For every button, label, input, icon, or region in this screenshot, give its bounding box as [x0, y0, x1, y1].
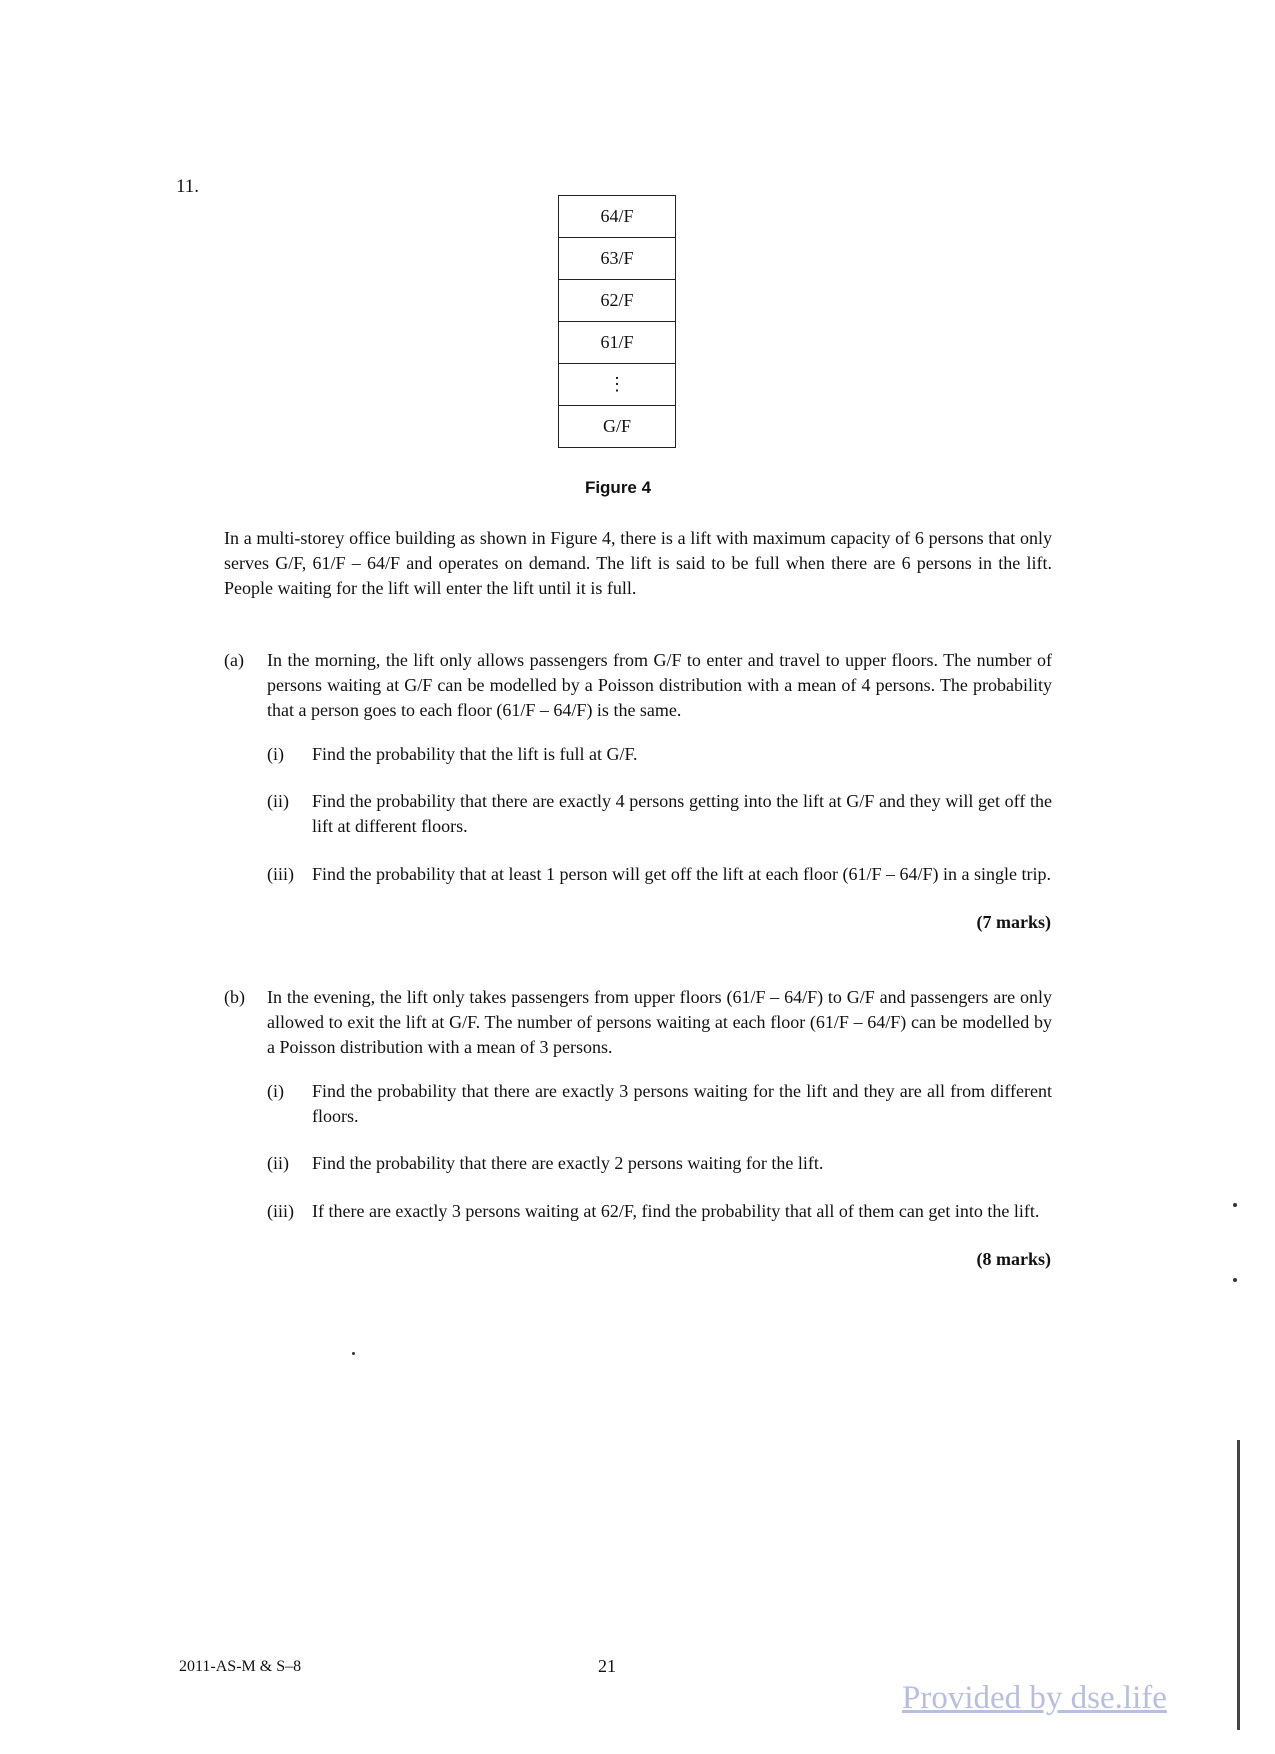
- part-b-ii-text: Find the probability that there are exactly 2 persons waiting for the lift.: [312, 1153, 824, 1173]
- part-b-text: In the evening, the lift only takes passengers from upper floors (61/F – 64/F) to G/F and passengers are only allowed to exit the lift at G/F. The number of persons waiting at each floor (61/F – 64/F) can be modelled by a Poisson distribution with a mean of 3 persons.: [267, 987, 1052, 1057]
- scan-speck: [352, 1352, 355, 1355]
- scan-speck: [1233, 1203, 1237, 1207]
- part-a-i-text: Find the probability that the lift is full at G/F.: [312, 744, 638, 764]
- page-number: 21: [598, 1656, 616, 1676]
- part-a-text: In the morning, the lift only allows passengers from G/F to enter and travel to upper floors. The number of persons waiting at G/F can be modelled by a Poisson distribution with a mean of 4 persons. The probability that a person goes to each floor (61/F – 64/F) is the same.: [267, 650, 1052, 720]
- floor-gf: G/F: [558, 406, 676, 448]
- question-number: 11.: [176, 176, 200, 197]
- part-a-ii-label: (ii): [267, 791, 289, 811]
- part-a-label: (a): [224, 650, 244, 670]
- floor-63: 63/F: [558, 238, 676, 280]
- part-a-ii-text: Find the probability that there are exactly 4 persons getting into the lift at G/F and they will get off the lift at different floors.: [312, 791, 1052, 836]
- part-b-iii-label: (iii): [267, 1201, 294, 1221]
- floor-diagram: [558, 195, 676, 448]
- scan-speck: [1233, 1278, 1237, 1282]
- paper-code: 2011-AS-M & S–8: [179, 1658, 302, 1675]
- part-b-ii-label: (ii): [267, 1153, 289, 1173]
- part-b-i-text: Find the probability that there are exactly 3 persons waiting for the lift and they are all from different floors.: [312, 1081, 1052, 1126]
- floor-61: 61/F: [558, 322, 676, 364]
- part-a-marks: (7 marks): [976, 912, 1051, 932]
- floor-ellipsis: ⋮: [558, 364, 676, 406]
- part-a-iii-label: (iii): [267, 864, 294, 884]
- scan-edge-line: [1237, 1440, 1240, 1730]
- part-b-marks: (8 marks): [976, 1249, 1051, 1269]
- part-a-i-label: (i): [267, 744, 284, 764]
- part-b-i-label: (i): [267, 1081, 284, 1101]
- part-a-iii-text: Find the probability that at least 1 person will get off the lift at each floor (61/F – 64/F) in a single trip.: [312, 864, 1052, 884]
- part-b-iii-text: If there are exactly 3 persons waiting at 62/F, find the probability that all of them can get into the lift.: [312, 1201, 1040, 1221]
- floor-62: 62/F: [558, 280, 676, 322]
- watermark-link[interactable]: Provided by dse.life: [902, 1680, 1167, 1716]
- part-b-label: (b): [224, 987, 245, 1007]
- figure-caption: Figure 4: [584, 478, 652, 497]
- floor-64: 64/F: [558, 195, 676, 238]
- intro-paragraph: In a multi-storey office building as shown in Figure 4, there is a lift with maximum capacity of 6 persons that only serves G/F, 61/F – 64/F and operates on demand. The lift is said to be full when there are 6 persons in the lift. People waiting for the lift will enter the lift until it is full.: [224, 528, 1052, 598]
